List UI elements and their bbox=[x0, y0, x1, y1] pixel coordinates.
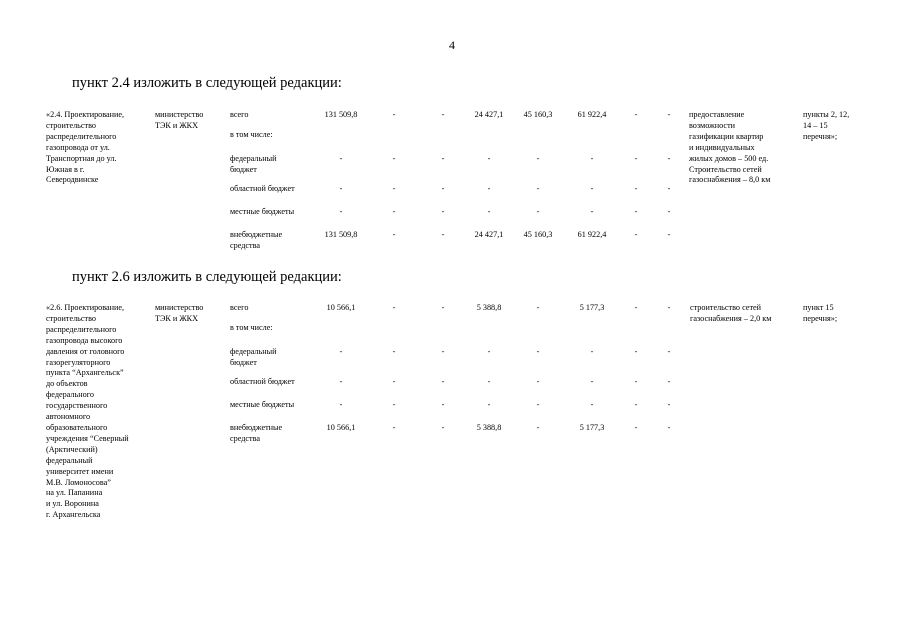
funding-value-cell: - bbox=[392, 110, 396, 119]
funding-value-cell: - bbox=[634, 230, 638, 239]
funding-value-cell: - bbox=[590, 207, 594, 216]
funding-value-cell: - bbox=[634, 110, 638, 119]
funding-value-cell: - bbox=[339, 400, 343, 409]
funding-value-cell: - bbox=[536, 423, 540, 432]
funding-value-cell: - bbox=[536, 207, 540, 216]
funding-value-cell: 61 922,4 bbox=[577, 230, 607, 239]
funding-row-label: местные бюджеты bbox=[230, 400, 295, 409]
funding-row-label: внебюджетные средства bbox=[230, 423, 283, 443]
funding-row-label: всего bbox=[230, 110, 249, 119]
event-name: «2.6. Проектирование, строительство распределительного газопровода высокого давления от головного газорегуляторного пункта “Архангельск” до объектов федерального государственного автономного образовательного учреждения “Северный (Арктический) федеральный университет имени М.В. Ломоносова” на ул. Папанина и ул. Воронина г. Архангельска bbox=[46, 303, 129, 520]
funding-value-cell: - bbox=[392, 400, 396, 409]
funding-value-cell: - bbox=[590, 347, 594, 356]
funding-row-label: федеральный бюджет bbox=[230, 347, 277, 367]
funding-value-cell: 5 177,3 bbox=[579, 423, 605, 432]
funding-value-cell: - bbox=[339, 377, 343, 386]
funding-value-cell: - bbox=[590, 154, 594, 163]
funding-row-label: федеральный бюджет bbox=[230, 154, 277, 174]
funding-value-cell: - bbox=[339, 184, 343, 193]
funding-value-cell: - bbox=[667, 207, 671, 216]
funding-row-label: местные бюджеты bbox=[230, 207, 295, 216]
funding-value-cell: - bbox=[590, 377, 594, 386]
funding-value-cell: - bbox=[487, 184, 491, 193]
funding-value-cell: - bbox=[590, 184, 594, 193]
executor: министерство ТЭК и ЖКХ bbox=[155, 110, 204, 130]
funding-value-cell: - bbox=[590, 400, 594, 409]
funding-value-cell: - bbox=[634, 400, 638, 409]
funding-value-cell: - bbox=[339, 347, 343, 356]
funding-value-cell: 10 566,1 bbox=[326, 303, 356, 312]
funding-value-cell: 61 922,4 bbox=[577, 110, 607, 119]
funding-value-cell: 24 427,1 bbox=[474, 110, 504, 119]
funding-value-cell: - bbox=[441, 184, 445, 193]
funding-value-cell: 5 177,3 bbox=[579, 303, 605, 312]
funding-value-cell: - bbox=[441, 347, 445, 356]
funding-row-label: областной бюджет bbox=[230, 184, 295, 193]
funding-value-cell: - bbox=[339, 207, 343, 216]
funding-value-cell: - bbox=[667, 110, 671, 119]
funding-value-cell: - bbox=[634, 303, 638, 312]
funding-value-cell: - bbox=[536, 347, 540, 356]
funding-value-cell: - bbox=[634, 154, 638, 163]
funding-value-cell: - bbox=[634, 377, 638, 386]
funding-value-cell: - bbox=[392, 230, 396, 239]
funding-value-cell: - bbox=[392, 347, 396, 356]
funding-value-cell: - bbox=[487, 207, 491, 216]
section-heading-2-4: пункт 2.4 изложить в следующей редакции: bbox=[72, 75, 342, 91]
funding-value-cell: 45 160,3 bbox=[523, 110, 553, 119]
funding-value-cell: - bbox=[487, 377, 491, 386]
list-reference: пункты 2, 12, 14 – 15 перечня»; bbox=[803, 110, 850, 141]
funding-value-cell: - bbox=[667, 347, 671, 356]
funding-value-cell: - bbox=[392, 377, 396, 386]
funding-value-cell: - bbox=[634, 184, 638, 193]
expected-result: предоставление возможности газификации квартир и индивидуальных жилых домов – 500 ед. Строительство сетей газоснабжения – 8,0 км bbox=[689, 110, 771, 185]
funding-value-cell: - bbox=[536, 303, 540, 312]
funding-value-cell: - bbox=[667, 184, 671, 193]
funding-value-cell: 10 566,1 bbox=[326, 423, 356, 432]
funding-value-cell: - bbox=[441, 230, 445, 239]
funding-value-cell: - bbox=[441, 110, 445, 119]
funding-row-label: внебюджетные средства bbox=[230, 230, 283, 250]
funding-value-cell: - bbox=[536, 184, 540, 193]
funding-value-cell: - bbox=[392, 184, 396, 193]
section-heading-2-6: пункт 2.6 изложить в следующей редакции: bbox=[72, 269, 342, 285]
funding-row-label: областной бюджет bbox=[230, 377, 295, 386]
funding-value-cell: - bbox=[667, 377, 671, 386]
funding-value-cell: 24 427,1 bbox=[474, 230, 504, 239]
funding-value-cell: - bbox=[441, 303, 445, 312]
funding-value-cell: - bbox=[487, 347, 491, 356]
event-name: «2.4. Проектирование, строительство распределительного газопровода от ул. Транспортная до ул. Южная в г. Северодвинске bbox=[46, 110, 125, 185]
funding-value-cell: - bbox=[536, 377, 540, 386]
funding-row-label: в том числе: bbox=[230, 130, 273, 139]
funding-value-cell: - bbox=[536, 400, 540, 409]
funding-value-cell: - bbox=[536, 154, 540, 163]
funding-row-label: в том числе: bbox=[230, 323, 273, 332]
funding-value-cell: - bbox=[392, 423, 396, 432]
funding-value-cell: - bbox=[339, 154, 343, 163]
funding-value-cell: - bbox=[667, 230, 671, 239]
funding-value-cell: 45 160,3 bbox=[523, 230, 553, 239]
funding-value-cell: - bbox=[634, 207, 638, 216]
funding-value-cell: - bbox=[667, 400, 671, 409]
funding-value-cell: 5 388,8 bbox=[476, 423, 502, 432]
funding-value-cell: - bbox=[487, 154, 491, 163]
funding-value-cell: - bbox=[392, 207, 396, 216]
funding-value-cell: - bbox=[392, 154, 396, 163]
funding-value-cell: 131 509,8 bbox=[324, 110, 358, 119]
funding-value-cell: - bbox=[441, 154, 445, 163]
funding-value-cell: - bbox=[487, 400, 491, 409]
page-number: 4 bbox=[449, 38, 455, 52]
funding-value-cell: - bbox=[667, 303, 671, 312]
funding-value-cell: - bbox=[441, 400, 445, 409]
expected-result: строительство сетей газоснабжения – 2,0 км bbox=[690, 303, 772, 323]
funding-value-cell: - bbox=[392, 303, 396, 312]
funding-value-cell: - bbox=[441, 207, 445, 216]
funding-value-cell: - bbox=[441, 423, 445, 432]
funding-value-cell: - bbox=[667, 154, 671, 163]
funding-value-cell: - bbox=[441, 377, 445, 386]
funding-row-label: всего bbox=[230, 303, 249, 312]
funding-value-cell: - bbox=[634, 423, 638, 432]
funding-value-cell: 5 388,8 bbox=[476, 303, 502, 312]
list-reference: пункт 15 перечня»; bbox=[803, 303, 838, 323]
executor: министерство ТЭК и ЖКХ bbox=[155, 303, 204, 323]
funding-value-cell: - bbox=[634, 347, 638, 356]
funding-value-cell: - bbox=[667, 423, 671, 432]
funding-value-cell: 131 509,8 bbox=[324, 230, 358, 239]
